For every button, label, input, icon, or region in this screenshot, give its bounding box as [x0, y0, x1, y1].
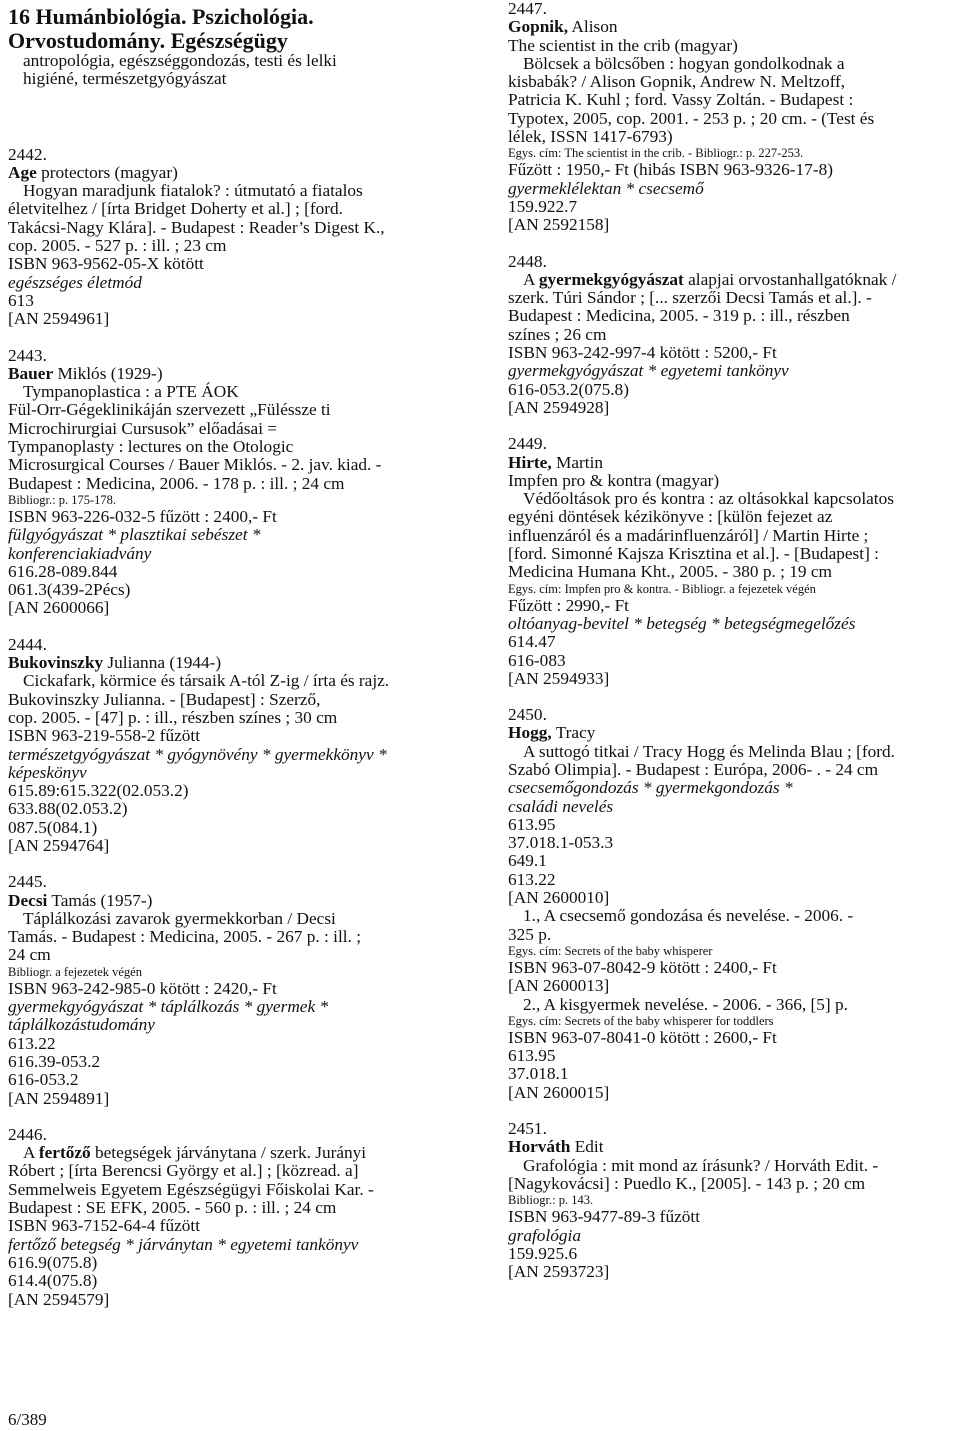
entry-number: 2451.: [508, 1119, 547, 1139]
entry-heading: Horváth: [508, 1137, 571, 1157]
subject-terms: grafológia: [508, 1225, 581, 1245]
entry-2450: 2450. Hogg, Tracy A suttogó titkai / Tracy Hogg és Melinda Blau ; [ford. Szabó Olimpia]. - Budapest : Európa, 2006- . - 24 cm csecsemőgondozás * gyermekgondozás * családi nevelés 613.95 37.018.1-053.3 649.1 613.22 [AN 2600010] 1., A csecsemő gondozása és nevelése. - 2006. - 325 p. Egys. cím: Secrets of the baby whisperer ISBN 963-07-8042-9 kötött : 2400,- Ft [AN 2600013] 2., A kisgyermek nevelése. - 2006. - 366, [5] p. Egys. cím: Secrets of the baby whisperer for toddlers ISBN 963-07-8041-0 kötött : 2600,- Ft 613.95 37.018.1 [AN 2600015]: [508, 706, 954, 1102]
entry-number: 2450.: [508, 705, 547, 725]
entry-heading: fertőző: [38, 1143, 91, 1163]
subject-terms: gyermeklélektan * csecsemő: [508, 178, 704, 198]
subject-terms: fertőző betegség * járványtan * egyetemi tankönyv: [8, 1234, 359, 1254]
entry-number: 2444.: [8, 634, 47, 654]
entry-heading: Decsi: [8, 890, 48, 910]
subject-terms: egészséges életmód: [8, 272, 142, 292]
entry-2449: 2449. Hirte, Martin Impfen pro & kontra (magyar) Védőoltások pro és kontra : az oltásokkal kapcsolatos egyéni döntések kézikönyve : [külön fejezet az influenzáról és a madárinfluenzáról] / Martin Hirte ; [ford. Simonné Kajsza Krisztina et al.]. - [Budapest] : Medicina Humana Kht., 2005. - 380 p. ; 19 cm Egys. cím: Impfen pro & kontra. - Bibliogr. a fejezetek végén Fűzött : 2990,- Ft oltóanyag-bevitel * betegség * betegségmegelőzés 614.47 616-083 [AN 2594933]: [508, 435, 954, 688]
entry-number: 2445.: [8, 872, 47, 892]
entry-heading: Hirte,: [508, 452, 552, 472]
entry-number: 2446.: [8, 1124, 47, 1144]
entry-2443: 2443. Bauer Miklós (1929-) Tympanoplastica : a PTE ÁOK Fül-Orr-Gégeklinikáján szervezett „Füléssze ti Microchirurgiai Cursusok” előadásai = Tympanoplasty : lectures on the Otologic Microsurgical Courses / Bauer Miklós. - 2. jav. kiad. - Budapest : Medicina, 2006. - 178 p. : ill. ; 24 cm Bibliogr.: p. 175-178. ISBN 963-226-032-5 fűzött : 2400,- Ft fülgyógyászat * plasztikai sebészet * konferenciakiadvány 616.28-089.844 061.3(439-2Pécs) [AN 2600066]: [8, 347, 482, 618]
right-column: [508, 0, 954, 1281]
subject-terms: csecsemőgondozás * gyermekgondozás *: [508, 778, 793, 798]
subject-terms: gyermekgyógyászat * egyetemi tankönyv: [508, 361, 789, 381]
entry-heading: gyermekgyógyászat: [538, 269, 684, 289]
subject-terms: természetgyógyászat * gyógynövény * gyermekkönyv *: [8, 744, 387, 764]
left-column: [8, 0, 482, 1309]
section-title: 16 Humánbiológia. Pszichológia. Orvostudomány. Egészségügy: [8, 4, 314, 53]
page-number: 6/389: [8, 1410, 47, 1429]
subject-terms: gyermekgyógyászat * táplálkozás * gyermek *: [8, 997, 329, 1017]
entry-2447: 2447. Gopnik, Alison The scientist in the crib (magyar) Bölcsek a bölcsőben : hogyan gondolkodnak a kisbabák? / Alison Gopnik, Andrew N. Meltzoff, Patricia K. Kuhl ; ford. Vassy Zoltán. - Budapest : Typotex, 2005, cop. 2001. - 253 p. ; 20 cm. - (Test és lélek, ISSN 1417-6793) Egys. cím: The scientist in the crib. - Bibliogr.: p. 227-253. Fűzött : 1950,- Ft (hibás ISBN 963-9326-17-8) gyermeklélektan * csecsemő 159.922.7 [AN 2592158]: [508, 0, 954, 235]
entry-2451: 2451. Horváth Edit Grafológia : mit mond az írásunk? / Horváth Edit. - [Nagykovácsi] : Puedlo K., [2005]. - 143 p. ; 20 cm Bibliogr.: p. 143. ISBN 963-9477-89-3 fűzött grafológia 159.925.6 [AN 2593723]: [508, 1120, 954, 1281]
volume-1: 1., A csecsemő gondozása és nevelése. - 2006. -: [523, 906, 854, 926]
entry-2448: 2448. A gyermekgyógyászat alapjai orvostanhallgatóknak / szerk. Túri Sándor ; [... szerzői Decsi Tamás et al.]. - Budapest : Medicina, 2005. - 319 p. : ill., részben színes ; 26 cm ISBN 963-242-997-4 kötött : 5200,- Ft gyermekgyógyászat * egyetemi tankönyv 616-053.2(075.8) [AN 2594928]: [508, 253, 954, 418]
entry-number: 2447.: [508, 0, 547, 18]
entry-heading: Hogg,: [508, 723, 552, 743]
entry-number: 2449.: [508, 434, 547, 454]
entry-2445: 2445. Decsi Tamás (1957-) Táplálkozási zavarok gyermekkorban / Decsi Tamás. - Budapest : Medicina, 2005. - 267 p. : ill. ; 24 cm Bibliogr. a fejezetek végén ISBN 963-242-985-0 kötött : 2420,- Ft gyermekgyógyászat * táplálkozás * gyermek * táplálkozástudomány 613.22 616.39-053.2 616-053.2 [AN 2594891]: [8, 873, 482, 1108]
entry-heading: Bukovinszky: [8, 653, 104, 673]
entry-2444: 2444. Bukovinszky Julianna (1944-) Cickafark, körmice és társaik A-tól Z-ig / írta és rajz. Bukovinszky Julianna. - [Budapest] : Szerző, cop. 2005. - [47] p. : ill., részben színes ; 30 cm ISBN 963-219-558-2 fűzött természetgyógyászat * gyógynövény * gyermekkönyv * képeskönyv 615.89:615.322(02.053.2) 633.88(02.053.2) 087.5(084.1) [AN 2594764]: [8, 636, 482, 856]
entry-number: 2442.: [8, 144, 47, 164]
entry-number: 2448.: [508, 251, 547, 271]
subject-terms: fülgyógyászat * plasztikai sebészet *: [8, 525, 261, 545]
entry-heading: Gopnik,: [508, 17, 569, 37]
section-subtitle: antropológia, egészséggondozás, testi és lelki higiéné, természetgyógyászat: [23, 51, 337, 89]
entry-2442: 2442. Age protectors (magyar) Hogyan maradjunk fiatalok? : útmutató a fiatalos életvitelhez / [írta Bridget Doherty et al.] ; [ford. Takácsi-Nagy Klára]. - Budapest : Reader’s Digest K., cop. 2005. - 527 p. : ill. ; 23 cm ISBN 963-9562-05-X kötött egészséges életmód 613 [AN 2594961]: [8, 146, 482, 329]
volume-2: 2., A kisgyermek nevelése. - 2006. - 366, [5] p.: [523, 994, 848, 1014]
entry-2446: 2446. A fertőző betegségek járványtana / szerk. Jurányi Róbert ; [írta Berencsi György et al.] ; [közread. a] Semmelweis Egyetem Egészségügyi Főiskolai Kar. - Budapest : SE EFK, 2005. - 560 p. : ill. ; 24 cm ISBN 963-7152-64-4 fűzött fertőző betegség * járványtan * egyetemi tankönyv 616.9(075.8) 614.4(075.8) [AN 2594579]: [8, 1126, 482, 1309]
entry-number: 2443.: [8, 345, 47, 365]
entry-heading: Bauer: [8, 363, 54, 383]
subject-terms: oltóanyag-bevitel * betegség * betegségmegelőzés: [508, 613, 856, 633]
entry-heading: Age: [8, 162, 37, 182]
